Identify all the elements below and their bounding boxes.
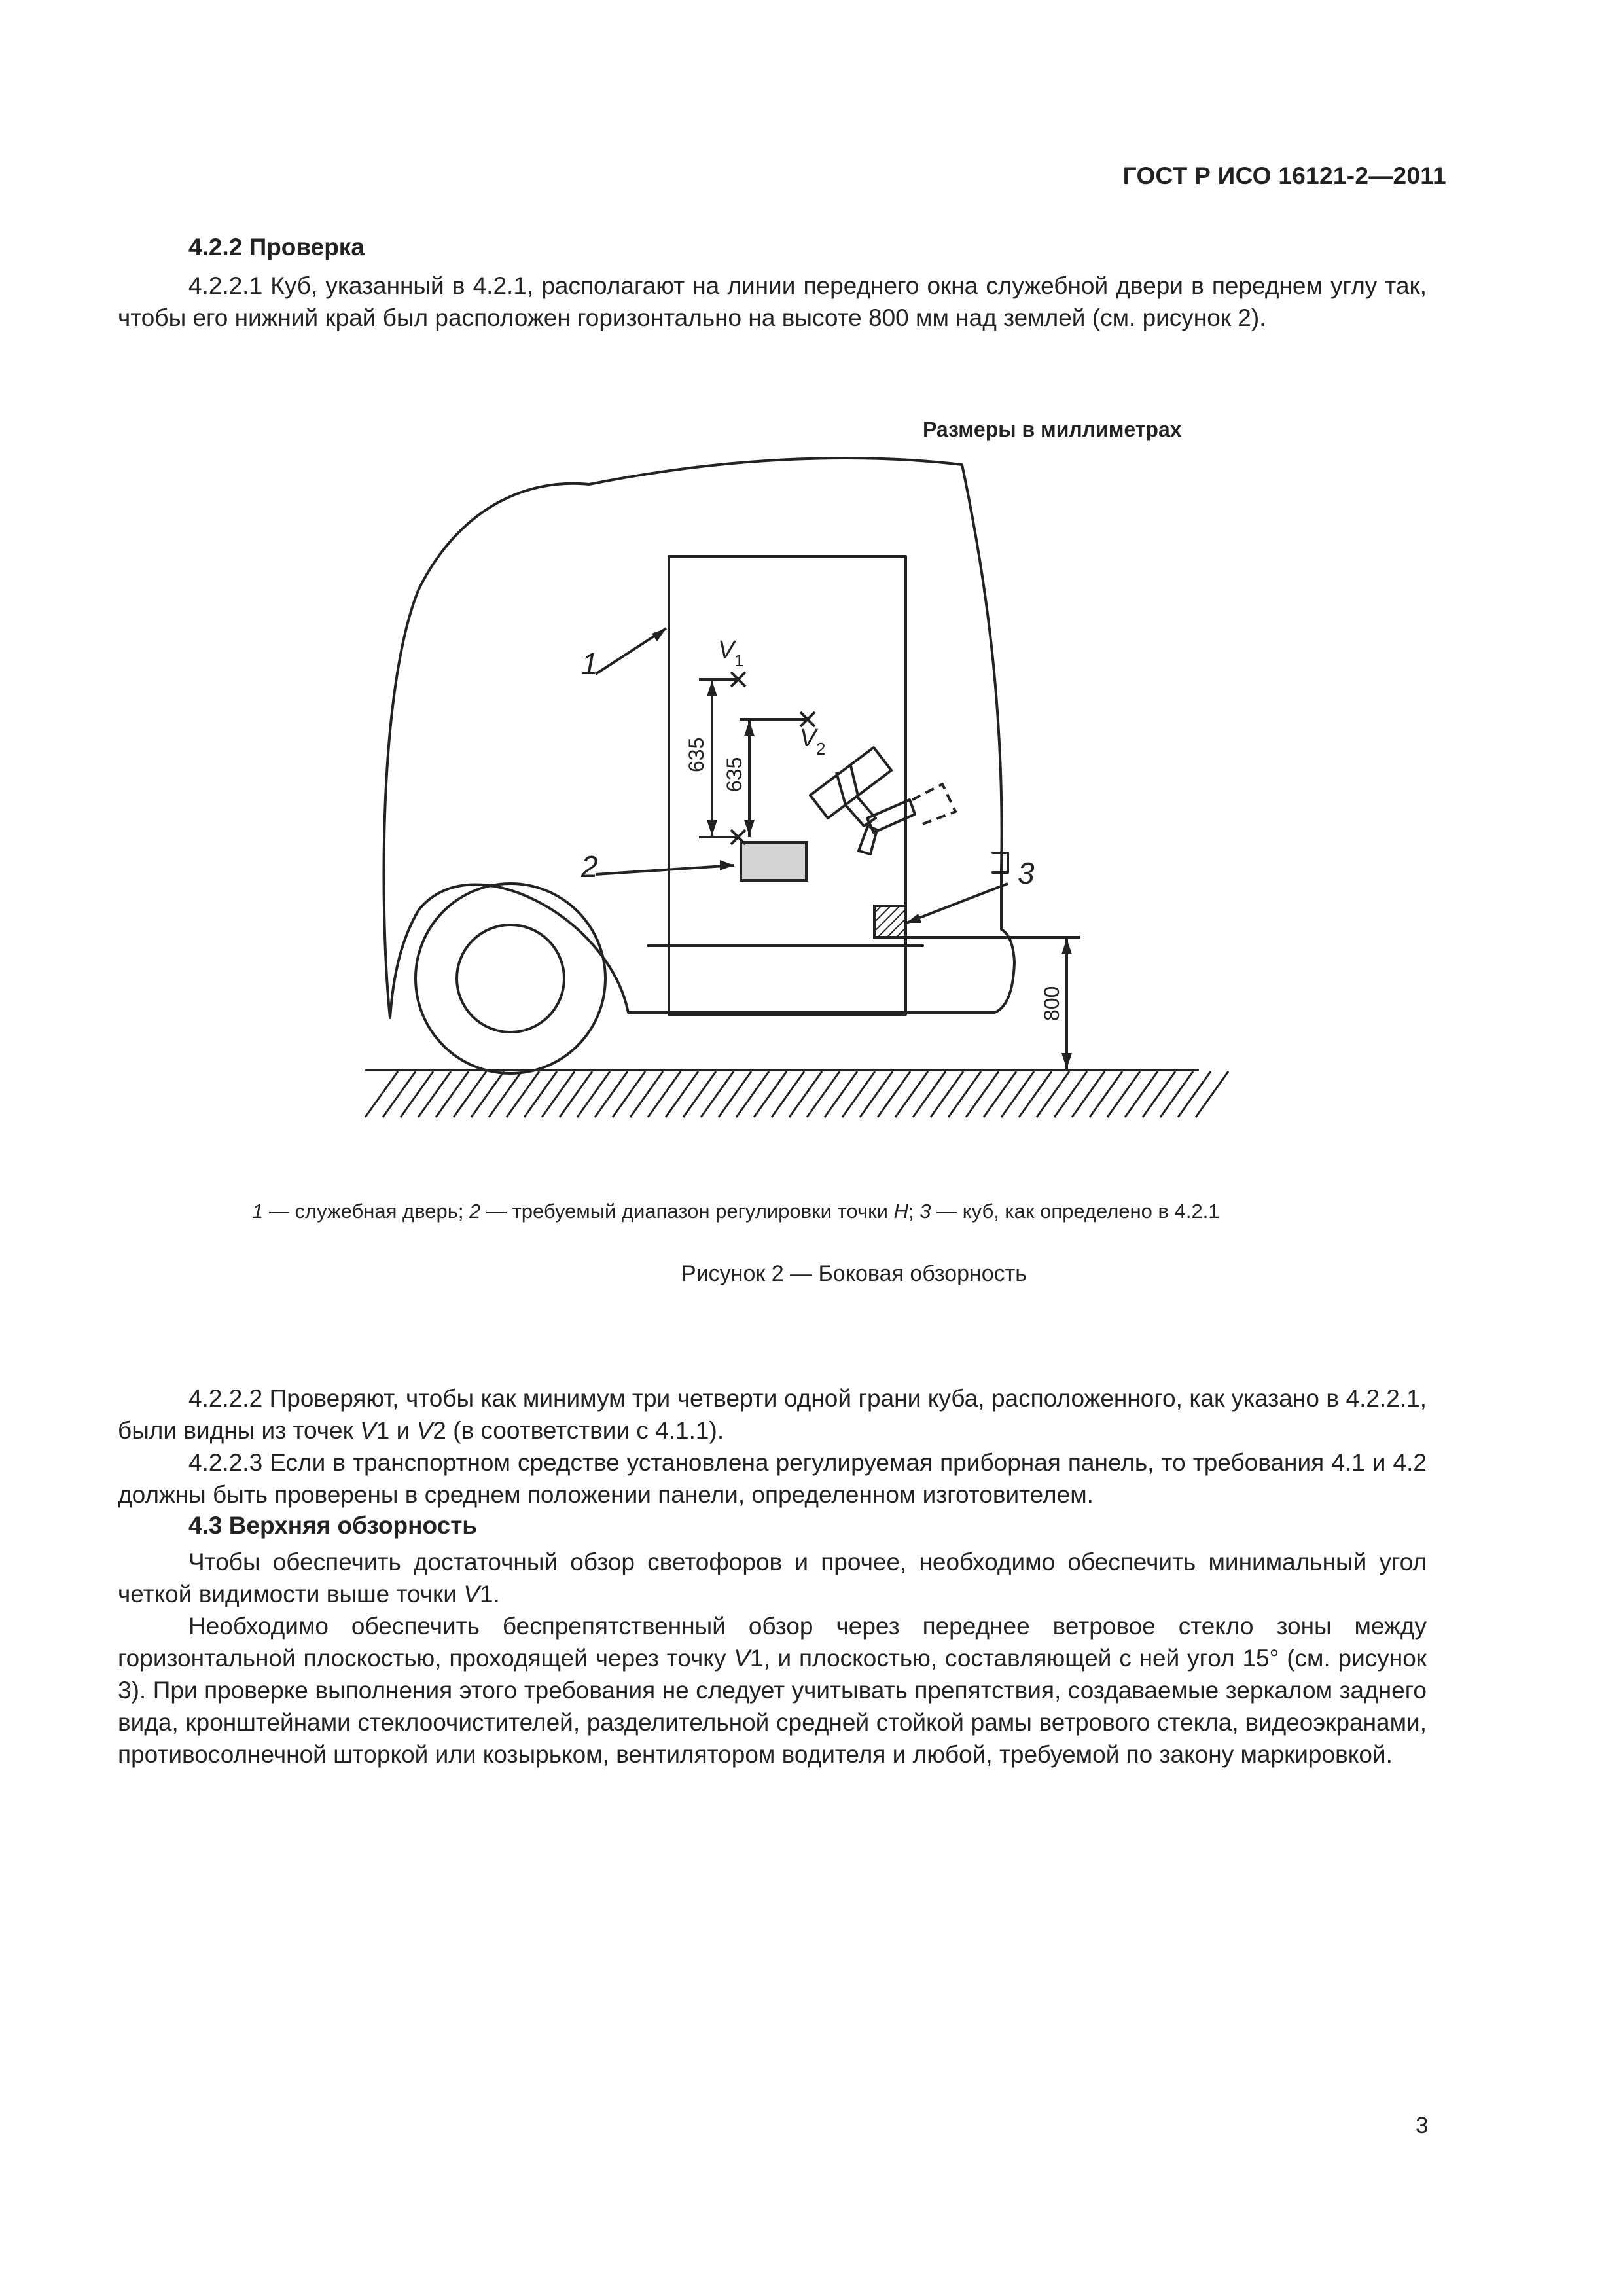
figure-units-note: Размеры в миллиметрах: [923, 418, 1182, 441]
v1-label: V: [718, 636, 735, 664]
hatch-line: [1090, 1071, 1122, 1117]
hatch-line: [471, 1071, 504, 1117]
hatch-line: [984, 1071, 1016, 1117]
hatch-line: [365, 1071, 398, 1117]
hatch-line: [878, 1071, 910, 1117]
dim-800: 800: [1040, 986, 1063, 1021]
p43-2-v: V: [734, 1645, 750, 1672]
hatch-line: [1107, 1071, 1140, 1117]
figure-legend: [252, 1200, 1220, 1223]
p43-2-text-b: 1, и плоскостью, составляющей с ней угол 15° (см. рисунок 3). При проверке выполнения этого требования не следует учитывать препятствия, создаваемые зеркалом заднего вида, кронштейнами стеклоочистителей, разделительной средней стойкой рамы ветрового стекла, видеоэкранами, противосолнечной шторкой или козырьком, вентилятором водителя и любой, требуемой по закону маркировкой.: [118, 1645, 1427, 1768]
hatch-line: [1054, 1071, 1087, 1117]
section-heading-4-3: 4.3 Верхняя обзорность: [188, 1512, 478, 1539]
document-code: ГОСТ Р ИСО 16121-2—2011: [1122, 162, 1446, 189]
hatch-line: [1072, 1071, 1105, 1117]
paragraph-4-2-2-1: 4.2.2.1 Куб, указанный в 4.2.1, располагают на линии переднего окна служебной двери в переднем углу так, чтобы его нижний край был расположен горизонтально на высоте 800 мм над землей (см. рисунок 2).: [118, 272, 1427, 331]
hatch-line: [507, 1071, 539, 1117]
legend-num-2: 2: [469, 1200, 481, 1223]
hatch-line: [1125, 1071, 1158, 1117]
hatch-line: [489, 1071, 522, 1117]
callout-1: 1: [581, 647, 598, 681]
p2-text-a: 4.2.2.2 Проверяют, чтобы как минимум три четверти одной грани куба, расположенного, как указано в 4.2.2.1, были видны из точек: [118, 1385, 1427, 1444]
v2-label: V: [800, 725, 817, 752]
hatch-line: [825, 1071, 857, 1117]
hatch-line: [1143, 1071, 1175, 1117]
arrowheads: [652, 628, 1072, 1069]
wheel-inner: [457, 925, 564, 1032]
hatch-line: [1178, 1071, 1211, 1117]
hatch-line: [666, 1071, 698, 1117]
p2-v1: V: [360, 1417, 376, 1444]
ground-hatching: [365, 1071, 1228, 1117]
dim-635-right: 635: [722, 757, 746, 792]
hatch-line: [860, 1071, 893, 1117]
hatch-line: [683, 1071, 716, 1117]
legend-text-2: — требуемый диапазон регулировки точки: [480, 1200, 894, 1223]
paragraph-4-3-2: [118, 1610, 1427, 1770]
hatch-line: [577, 1071, 610, 1117]
hatch-line: [966, 1071, 999, 1117]
hatch-line: [648, 1071, 681, 1117]
hatch-line: [524, 1071, 557, 1117]
wheel-outer: [416, 884, 605, 1073]
legend-num-1: 1: [252, 1200, 264, 1223]
v1-subscript: 1: [734, 651, 744, 670]
paragraph-4-2-2-2: [118, 1382, 1427, 1446]
p43-1-text-b: 1.: [479, 1581, 500, 1607]
hatch-line: [436, 1071, 469, 1117]
paragraph-4-2-2-3: 4.2.2.3 Если в транспортном средстве установлена регулируемая приборная панель, то требования 4.1 и 4.2 должны быть проверены в среднем положении панели, определенном изготовителем.: [118, 1449, 1427, 1508]
p43-1-v: V: [463, 1581, 480, 1607]
hatch-line: [754, 1071, 787, 1117]
v2-subscript: 2: [816, 739, 826, 759]
p2-text-b: 1 и: [376, 1417, 417, 1444]
hatch-line: [701, 1071, 734, 1117]
hatch-line: [789, 1071, 822, 1117]
hatch-line: [595, 1071, 628, 1117]
hatch-line: [418, 1071, 451, 1117]
legend-num-3: 3: [919, 1200, 931, 1223]
callout-2: 2: [581, 850, 598, 884]
hatch-line: [454, 1071, 486, 1117]
legend-text-4: — куб, как определено в 4.2.1: [931, 1200, 1220, 1223]
hatch-line: [383, 1071, 416, 1117]
p2-text-c: 2 (в соответствии с 4.1.1).: [433, 1417, 724, 1444]
hatch-line: [842, 1071, 875, 1117]
steering-wheel: [810, 747, 955, 854]
hatch-line: [401, 1071, 433, 1117]
hatch-line: [560, 1071, 592, 1117]
p2-v2: V: [416, 1417, 433, 1444]
p43-1-text-a: Чтобы обеспечить достаточный обзор светофоров и прочее, необходимо обеспечить минимальный угол четкой видимости выше точки: [118, 1549, 1427, 1607]
hatch-line: [542, 1071, 575, 1117]
hatch-line: [1196, 1071, 1228, 1117]
hatch-line: [895, 1071, 928, 1117]
hatch-line: [1019, 1071, 1052, 1117]
figure-caption: Рисунок 2 — Боковая обзорность: [681, 1261, 1027, 1286]
legend-h: H: [893, 1200, 908, 1223]
hatch-line: [1037, 1071, 1069, 1117]
h-point-range-box: [741, 842, 806, 880]
hatch-line: [931, 1071, 963, 1117]
p43-2-text-a: Необходимо обеспечить беспрепятственный обзор через переднее ветровое стекло зоны между горизонтальной плоскостью, проходящей через точку: [118, 1613, 1427, 1672]
legend-text-1: — служебная дверь;: [263, 1200, 470, 1223]
hatch-line: [913, 1071, 946, 1117]
page-number: 3: [1416, 2113, 1429, 2138]
section-heading-4-2-2: 4.2.2 Проверка: [188, 234, 365, 260]
hatch-line: [948, 1071, 981, 1117]
hatch-line: [630, 1071, 663, 1117]
hatch-line: [1160, 1071, 1193, 1117]
hatch-line: [613, 1071, 645, 1117]
legend-text-3: ;: [908, 1200, 920, 1223]
hatch-line: [719, 1071, 751, 1117]
callout-3: 3: [1018, 856, 1035, 890]
hatch-line: [772, 1071, 804, 1117]
hatch-line: [736, 1071, 769, 1117]
hatch-line: [807, 1071, 840, 1117]
dim-635-left: 635: [685, 737, 708, 772]
cube: [874, 906, 906, 937]
hatch-line: [1001, 1071, 1034, 1117]
paragraph-4-3-1: [118, 1546, 1427, 1610]
